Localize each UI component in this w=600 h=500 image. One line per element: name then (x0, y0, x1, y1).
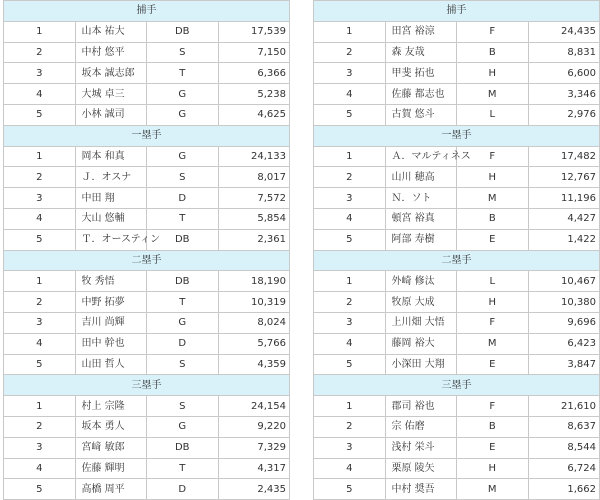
player-name-cell: 宗 佑磨 (385, 416, 457, 437)
team-cell: M (457, 84, 529, 105)
rank-cell: 1 (314, 146, 386, 167)
table-row (314, 104, 600, 125)
votes-cell: 1,662 (528, 479, 600, 500)
rank-cell: 5 (4, 354, 76, 375)
table-row (314, 63, 600, 84)
rank-cell: 4 (314, 84, 386, 105)
player-name-cell: 藤岡 裕大 (385, 333, 457, 354)
votes-cell: 11,196 (528, 188, 600, 209)
position-header-row (314, 125, 600, 146)
team-cell: S (147, 167, 219, 188)
votes-cell: 3,346 (528, 84, 600, 105)
votes-cell: 8,544 (528, 437, 600, 458)
votes-cell: 6,724 (528, 458, 600, 479)
votes-cell: 3,847 (528, 354, 600, 375)
team-cell: F (457, 146, 529, 167)
table-row (4, 333, 290, 354)
team-cell: DB (147, 229, 219, 250)
table-row (4, 21, 290, 42)
rank-cell: 2 (314, 416, 386, 437)
team-cell: M (457, 188, 529, 209)
table-row (4, 396, 290, 417)
team-cell: DB (147, 437, 219, 458)
table-row (314, 479, 600, 500)
team-cell: T (147, 292, 219, 313)
table-row (314, 188, 600, 209)
player-name-cell: 牧 秀悟 (75, 271, 147, 292)
player-name-cell: Ｊ．オスナ (75, 167, 147, 188)
votes-cell: 4,427 (528, 208, 600, 229)
team-cell: B (457, 42, 529, 63)
team-cell: S (147, 354, 219, 375)
rank-cell: 4 (314, 208, 386, 229)
player-name-cell: 田中 幹也 (75, 333, 147, 354)
team-cell: B (457, 416, 529, 437)
table-row (4, 312, 290, 333)
table-row (314, 437, 600, 458)
team-cell: F (457, 312, 529, 333)
position-header: 一塁手 (314, 125, 600, 146)
rank-cell: 5 (314, 229, 386, 250)
rank-cell: 2 (314, 292, 386, 313)
position-header-row (314, 250, 600, 271)
player-name-cell: 村上 宗隆 (75, 396, 147, 417)
table-row (314, 333, 600, 354)
votes-cell: 9,220 (218, 416, 290, 437)
rank-cell: 1 (4, 146, 76, 167)
player-name-cell: 小深田 大翔 (385, 354, 457, 375)
votes-cell: 8,831 (528, 42, 600, 63)
team-cell: DB (147, 271, 219, 292)
player-name-cell: 坂本 誠志郎 (75, 63, 147, 84)
player-name-cell: 大城 卓三 (75, 84, 147, 105)
player-name-cell: 中村 奨吾 (385, 479, 457, 500)
table-row (314, 208, 600, 229)
team-cell: D (147, 333, 219, 354)
votes-cell: 4,625 (218, 104, 290, 125)
rank-cell: 1 (4, 396, 76, 417)
team-cell: E (457, 437, 529, 458)
rank-cell: 4 (4, 208, 76, 229)
team-cell: H (457, 458, 529, 479)
team-cell: H (457, 292, 529, 313)
votes-cell: 1,422 (528, 229, 600, 250)
player-name-cell: 郡司 裕也 (385, 396, 457, 417)
table-row (4, 63, 290, 84)
rank-cell: 2 (4, 42, 76, 63)
votes-cell: 2,435 (218, 479, 290, 500)
position-header: 三塁手 (4, 375, 290, 396)
team-cell: S (147, 42, 219, 63)
rank-cell: 4 (4, 458, 76, 479)
rank-cell: 3 (4, 312, 76, 333)
votes-cell: 24,435 (528, 21, 600, 42)
team-cell: F (457, 396, 529, 417)
position-header: 二塁手 (4, 250, 290, 271)
rank-cell: 1 (314, 396, 386, 417)
rank-cell: 5 (314, 354, 386, 375)
player-name-cell: 中野 拓夢 (75, 292, 147, 313)
player-name-cell: 坂本 勇人 (75, 416, 147, 437)
rank-cell: 1 (4, 21, 76, 42)
player-name-cell: 吉川 尚輝 (75, 312, 147, 333)
table-row (4, 167, 290, 188)
team-cell: H (457, 167, 529, 188)
rank-cell: 5 (4, 229, 76, 250)
rank-cell: 3 (314, 63, 386, 84)
table-row (4, 104, 290, 125)
player-name-cell: 外崎 修汰 (385, 271, 457, 292)
player-name-cell: 宮﨑 敏郎 (75, 437, 147, 458)
votes-cell: 6,366 (218, 63, 290, 84)
player-name-cell: 甲斐 拓也 (385, 63, 457, 84)
position-header: 三塁手 (314, 375, 600, 396)
left-ranking-panel (3, 0, 290, 500)
ranking-table (3, 0, 290, 500)
team-cell: D (147, 188, 219, 209)
player-name-cell: 中田 翔 (75, 188, 147, 209)
table-row (4, 458, 290, 479)
votes-cell: 21,610 (528, 396, 600, 417)
table-row (4, 292, 290, 313)
votes-cell: 6,600 (528, 63, 600, 84)
rank-cell: 5 (314, 479, 386, 500)
player-name-cell: 田宮 裕涼 (385, 21, 457, 42)
votes-cell: 18,190 (218, 271, 290, 292)
table-row (314, 416, 600, 437)
votes-cell: 7,150 (218, 42, 290, 63)
rank-cell: 1 (314, 21, 386, 42)
player-name-cell: Ｔ．オースティン (75, 229, 147, 250)
player-name-cell: 佐藤 都志也 (385, 84, 457, 105)
team-cell: G (147, 312, 219, 333)
rank-cell: 1 (314, 271, 386, 292)
votes-cell: 6,423 (528, 333, 600, 354)
table-row (4, 479, 290, 500)
team-cell: DB (147, 21, 219, 42)
position-header-row (314, 1, 600, 22)
player-name-cell: 上川畑 大悟 (385, 312, 457, 333)
votes-cell: 10,319 (218, 292, 290, 313)
votes-cell: 9,696 (528, 312, 600, 333)
player-name-cell: Ｎ．ソト (385, 188, 457, 209)
votes-cell: 17,482 (528, 146, 600, 167)
table-row (314, 84, 600, 105)
votes-cell: 4,359 (218, 354, 290, 375)
table-row (314, 292, 600, 313)
team-cell: T (147, 458, 219, 479)
player-name-cell: 浅村 栄斗 (385, 437, 457, 458)
votes-cell: 7,329 (218, 437, 290, 458)
player-name-cell: 小林 誠司 (75, 104, 147, 125)
team-cell: E (457, 354, 529, 375)
rank-cell: 3 (314, 188, 386, 209)
table-row (314, 42, 600, 63)
player-name-cell: 大山 悠輔 (75, 208, 147, 229)
rank-cell: 1 (4, 271, 76, 292)
table-row (314, 146, 600, 167)
votes-cell: 10,467 (528, 271, 600, 292)
player-name-cell: 佐藤 輝明 (75, 458, 147, 479)
votes-cell: 10,380 (528, 292, 600, 313)
position-header: 一塁手 (4, 125, 290, 146)
rank-cell: 3 (4, 188, 76, 209)
position-header-row (4, 375, 290, 396)
player-name-cell: 高橋 周平 (75, 479, 147, 500)
table-row (4, 437, 290, 458)
table-row (4, 146, 290, 167)
player-name-cell: 頓宮 裕真 (385, 208, 457, 229)
table-row (314, 312, 600, 333)
votes-cell: 17,539 (218, 21, 290, 42)
position-header: 捕手 (314, 1, 600, 22)
table-row (4, 188, 290, 209)
table-row (314, 458, 600, 479)
player-name-cell: 山本 祐大 (75, 21, 147, 42)
team-cell: M (457, 333, 529, 354)
player-name-cell: 山川 穂高 (385, 167, 457, 188)
position-header-row (314, 375, 600, 396)
table-row (4, 42, 290, 63)
votes-cell: 7,572 (218, 188, 290, 209)
team-cell: G (147, 146, 219, 167)
player-name-cell: Ａ．マルティネス (385, 146, 457, 167)
position-header: 二塁手 (314, 250, 600, 271)
player-name-cell: 中村 悠平 (75, 42, 147, 63)
votes-cell: 2,976 (528, 104, 600, 125)
team-cell: G (147, 84, 219, 105)
rank-cell: 4 (314, 458, 386, 479)
votes-cell: 8,017 (218, 167, 290, 188)
team-cell: L (457, 271, 529, 292)
rank-cell: 2 (4, 416, 76, 437)
table-row (314, 396, 600, 417)
rank-cell: 3 (4, 437, 76, 458)
rank-cell: 2 (4, 167, 76, 188)
table-row (314, 167, 600, 188)
right-ranking-panel (313, 0, 600, 500)
position-header-row (4, 1, 290, 22)
table-row (314, 354, 600, 375)
rank-cell: 2 (314, 167, 386, 188)
rank-cell: 4 (4, 84, 76, 105)
team-cell: S (147, 396, 219, 417)
table-row (4, 354, 290, 375)
player-name-cell: 栗原 陵矢 (385, 458, 457, 479)
position-header-row (4, 250, 290, 271)
team-cell: D (147, 479, 219, 500)
team-cell: E (457, 229, 529, 250)
position-header-row (4, 125, 290, 146)
team-cell: B (457, 208, 529, 229)
votes-cell: 24,133 (218, 146, 290, 167)
rank-cell: 5 (4, 104, 76, 125)
rank-cell: 5 (4, 479, 76, 500)
table-row (4, 416, 290, 437)
player-name-cell: 阿部 寿樹 (385, 229, 457, 250)
team-cell: T (147, 63, 219, 84)
rank-cell: 4 (4, 333, 76, 354)
player-name-cell: 森 友哉 (385, 42, 457, 63)
table-row (4, 84, 290, 105)
table-row (314, 229, 600, 250)
player-name-cell: 山田 哲人 (75, 354, 147, 375)
votes-cell: 8,637 (528, 416, 600, 437)
rank-cell: 3 (314, 437, 386, 458)
votes-cell: 5,766 (218, 333, 290, 354)
ranking-table (313, 0, 600, 500)
player-name-cell: 牧原 大成 (385, 292, 457, 313)
votes-cell: 4,317 (218, 458, 290, 479)
team-cell: L (457, 104, 529, 125)
rank-cell: 3 (314, 312, 386, 333)
rank-cell: 4 (314, 333, 386, 354)
team-cell: H (457, 63, 529, 84)
votes-cell: 8,024 (218, 312, 290, 333)
team-cell: G (147, 416, 219, 437)
votes-cell: 12,767 (528, 167, 600, 188)
team-cell: F (457, 21, 529, 42)
rank-cell: 2 (4, 292, 76, 313)
team-cell: T (147, 208, 219, 229)
votes-cell: 24,154 (218, 396, 290, 417)
team-cell: M (457, 479, 529, 500)
votes-cell: 5,238 (218, 84, 290, 105)
rank-cell: 3 (4, 63, 76, 84)
table-row (4, 208, 290, 229)
table-row (4, 271, 290, 292)
rank-cell: 5 (314, 104, 386, 125)
rank-cell: 2 (314, 42, 386, 63)
table-row (314, 271, 600, 292)
table-row (314, 21, 600, 42)
player-name-cell: 古賀 悠斗 (385, 104, 457, 125)
table-row (4, 229, 290, 250)
position-header: 捕手 (4, 1, 290, 22)
votes-cell: 5,854 (218, 208, 290, 229)
votes-cell: 2,361 (218, 229, 290, 250)
player-name-cell: 岡本 和真 (75, 146, 147, 167)
team-cell: G (147, 104, 219, 125)
